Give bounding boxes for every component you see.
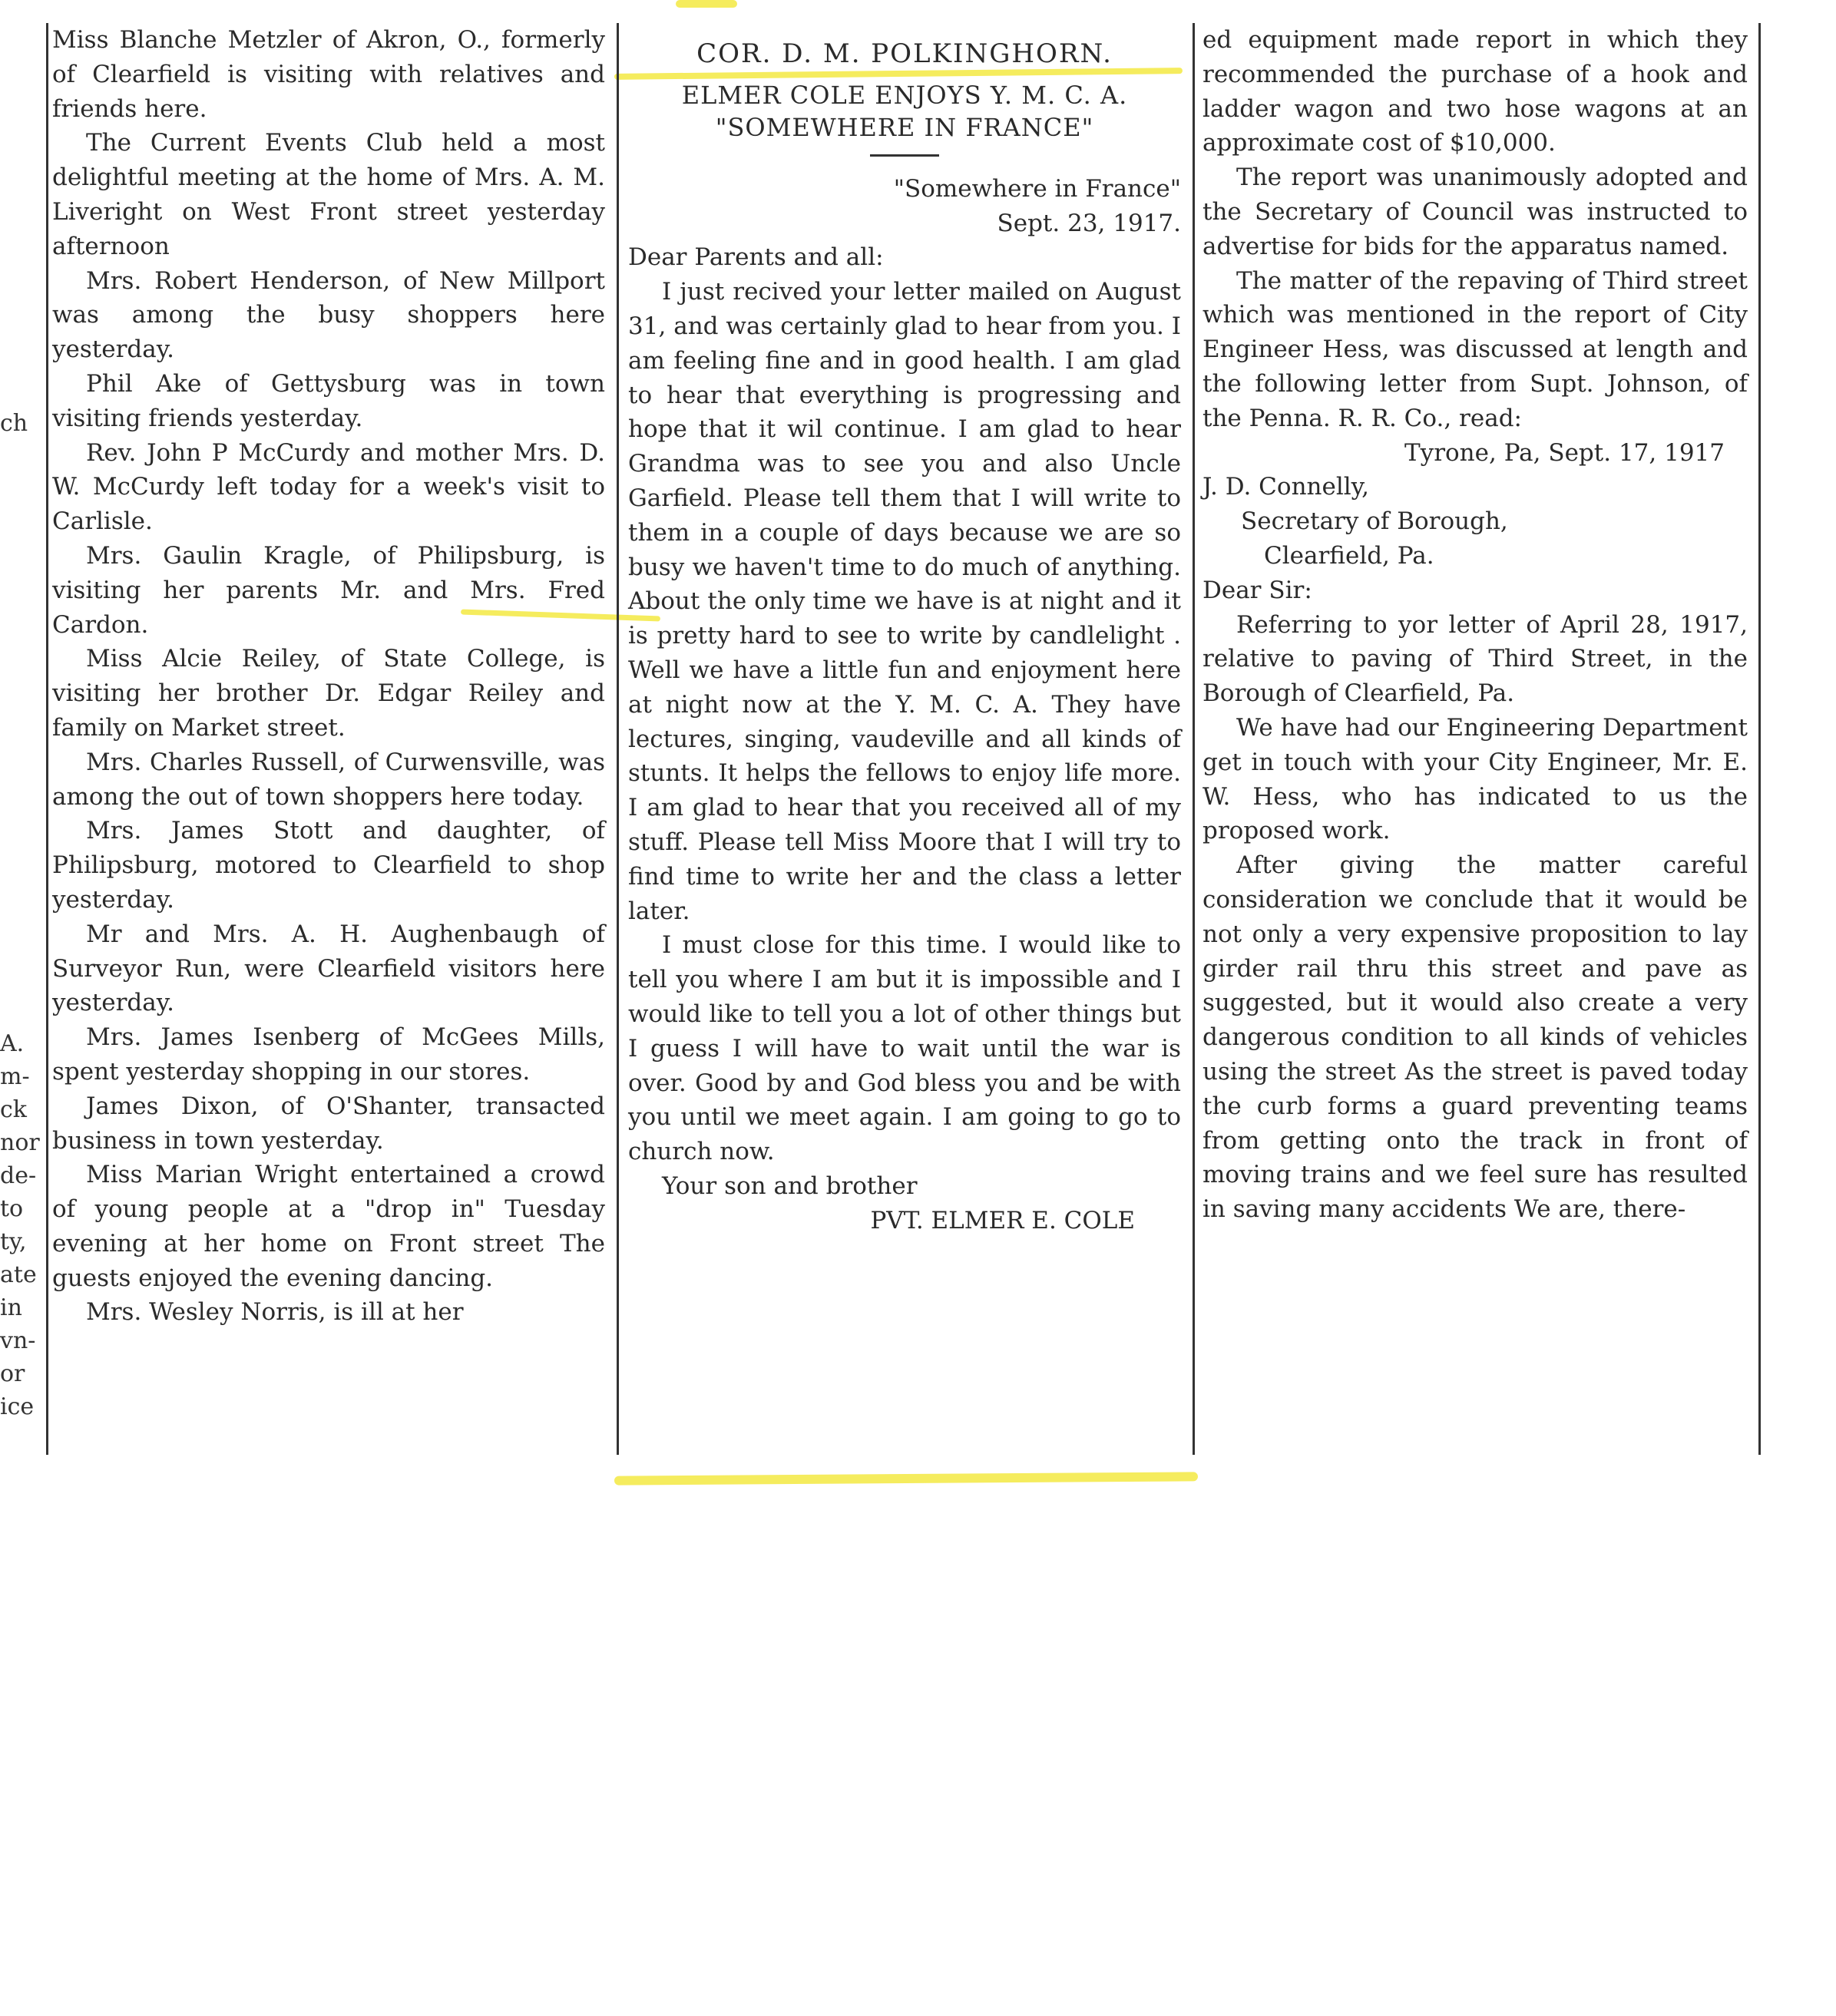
report-paragraph: The report was unanimously adopted and the Secretary of Council was instructed to advertise for bids for the apparatus named.: [1202, 164, 1748, 260]
news-item: Mrs. Charles Russell, of Curwensville, was among the out of town shoppers here today.: [52, 748, 605, 811]
addressee-title: Secretary of Borough,: [1241, 507, 1508, 536]
news-item: James Dixon, of O'Shanter, transacted business in town yesterday.: [52, 1092, 605, 1155]
letter-signature: PVT. ELMER E. COLE: [870, 1206, 1135, 1234]
news-item: Phil Ake of Gettysburg was in town visiting friends yesterday.: [52, 369, 605, 432]
highlight-mark-bottom: [614, 1472, 1198, 1485]
council-report-column: [1202, 23, 1748, 1227]
margin-fragment: in: [0, 1294, 22, 1321]
margin-fragment: A.: [0, 1030, 25, 1057]
news-item: Mrs. James Isenberg of McGees Mills, spent yesterday shopping in our stores.: [52, 1023, 605, 1086]
column-rule-right-edge: [1758, 23, 1761, 1455]
margin-fragment: or: [0, 1360, 25, 1387]
news-item: Mrs. James Stott and daughter, of Philipsburg, motored to Clearfield to shop yesterday.: [52, 817, 605, 914]
addressee-name: J. D. Connelly,: [1202, 473, 1369, 501]
column-rule-1: [617, 23, 619, 1455]
letter-salutation: Dear Sir:: [1202, 576, 1312, 604]
letter-paragraph: Referring to yor letter of April 28, 1917, relative to paving of Third Street, in the Borough of Clearfield, Pa.: [1202, 610, 1748, 708]
letter-closing: Your son and brother: [662, 1172, 918, 1200]
correspondent-header: COR. D. M. POLKINGHORN.: [696, 38, 1113, 69]
letter-paragraph: I must close for this time. I would like to tell you where I am but it is impossible and I would like to tell you a lot of other things but I guess I will have to wait until the war is over. Good by and God bless you and be with you until we meet again. I am going to go to church now.: [628, 931, 1181, 1166]
letter-column: [628, 23, 1181, 1238]
margin-fragment: to: [0, 1195, 24, 1222]
news-item: The Current Events Club held a most delightful meeting at the home of Mrs. A. M. Liveright on West Front street yesterday afternoon: [52, 129, 605, 260]
margin-fragment: ty,: [0, 1228, 27, 1255]
margin-fragment: m-: [0, 1063, 30, 1090]
margin-fragment: ate: [0, 1261, 37, 1288]
letter-salutation: Dear Parents and all:: [628, 243, 884, 272]
letter-paragraph: We have had our Engineering Department get in touch with your City Engineer, Mr. E. W. Hess, who has indicated to us the proposed work.: [1202, 713, 1748, 845]
margin-fragment: de-: [0, 1162, 37, 1189]
news-item: Rev. John P McCurdy and mother Mrs. D. W. McCurdy left today for a week's visit to Carlisle.: [52, 438, 605, 536]
news-item: Mr and Mrs. A. H. Aughenbaugh of Surveyor Run, were Clearfield visitors here yesterday.: [52, 920, 605, 1017]
news-item: Miss Marian Wright entertained a crowd of young people at a "drop in" Tuesday evening at her home on Front street The guests enjoyed the evening dancing.: [52, 1161, 605, 1292]
margin-fragment: vn-: [0, 1327, 36, 1354]
report-paragraph: The matter of the repaving of Third street which was mentioned in the report of City Engineer Hess, was discussed at length and the following letter from Supt. Johnson, of the Penna. R. R. Co., read:: [1202, 266, 1748, 432]
margin-fragment: nor: [0, 1129, 40, 1156]
highlight-mark-top: [676, 0, 737, 8]
letter-paragraph: I just recived your letter mailed on August 31, and was certainly glad to hear from you. I am feeling fine and in good health. I am glad to hear that everything is progressing and hope that it wil continue. I am glad to hear Grandma was to see you and also Uncle Garfield. Please tell them that I will write to them in a couple of days because we are so busy we haven't time to do much of anything. About the only time we have is at night and it is pretty hard to see to write by candlelight . Well we have a little fun and enjoyment here at night now at the Y. M. C. A. They have lectures, singing, vaudeville and all kinds of stunts. It helps the fellows to enjoy life more. I am glad to hear that you received all of my stuff. Please tell Miss Moore that I will try to find time to write her and the class a letter later.: [628, 278, 1181, 925]
margin-fragment: ch: [0, 410, 28, 437]
news-item: Miss Alcie Reiley, of State College, is visiting her brother Dr. Edgar Reiley and family on Market street.: [52, 645, 605, 742]
addressee-place: Clearfield, Pa.: [1264, 541, 1434, 570]
dateline-place: "Somewhere in France": [893, 174, 1181, 203]
report-paragraph: ed equipment made report in which they recommended the purchase of a hook and ladder wagon and two hose wagons at an approximate cost of $10,000.: [1202, 26, 1748, 157]
local-news-column: [52, 23, 605, 1330]
margin-fragments-lower: [0, 1027, 40, 1423]
margin-fragments: [0, 411, 31, 437]
article-subheadline: "SOMEWHERE IN FRANCE": [715, 112, 1094, 142]
headline-divider: [870, 154, 939, 157]
news-item: Miss Blanche Metzler of Akron, O., formerly of Clearfield is visiting with relatives and friends here.: [52, 26, 605, 123]
article-headline: ELMER COLE ENJOYS Y. M. C. A.: [681, 80, 1128, 110]
letter-dateline: Tyrone, Pa, Sept. 17, 1917: [1404, 438, 1725, 467]
news-item: Mrs. Robert Henderson, of New Millport was among the busy shoppers here yesterday.: [52, 266, 605, 364]
margin-fragment: ck: [0, 1096, 27, 1123]
margin-fragment: ice: [0, 1393, 35, 1420]
letter-paragraph: After giving the matter careful consideration we conclude that it would be not only a very expensive proposition to lay girder rail thru this street and pave as suggested, but it would also create a very dangerous condition to all kinds of vehicles using the street As the street is paved today the curb forms a guard preventing teams from getting onto the track in front of moving trains and we feel sure has resulted in saving many accidents We are, there-: [1202, 851, 1748, 1224]
dateline-date: Sept. 23, 1917.: [997, 209, 1181, 237]
news-item: Mrs. Gaulin Kragle, of Philipsburg, is visiting her parents Mr. and Mrs. Fred Cardon.: [52, 541, 605, 639]
news-item: Mrs. Wesley Norris, is ill at her: [86, 1298, 464, 1327]
column-rule-left-edge: [46, 23, 48, 1455]
column-rule-2: [1193, 23, 1195, 1455]
